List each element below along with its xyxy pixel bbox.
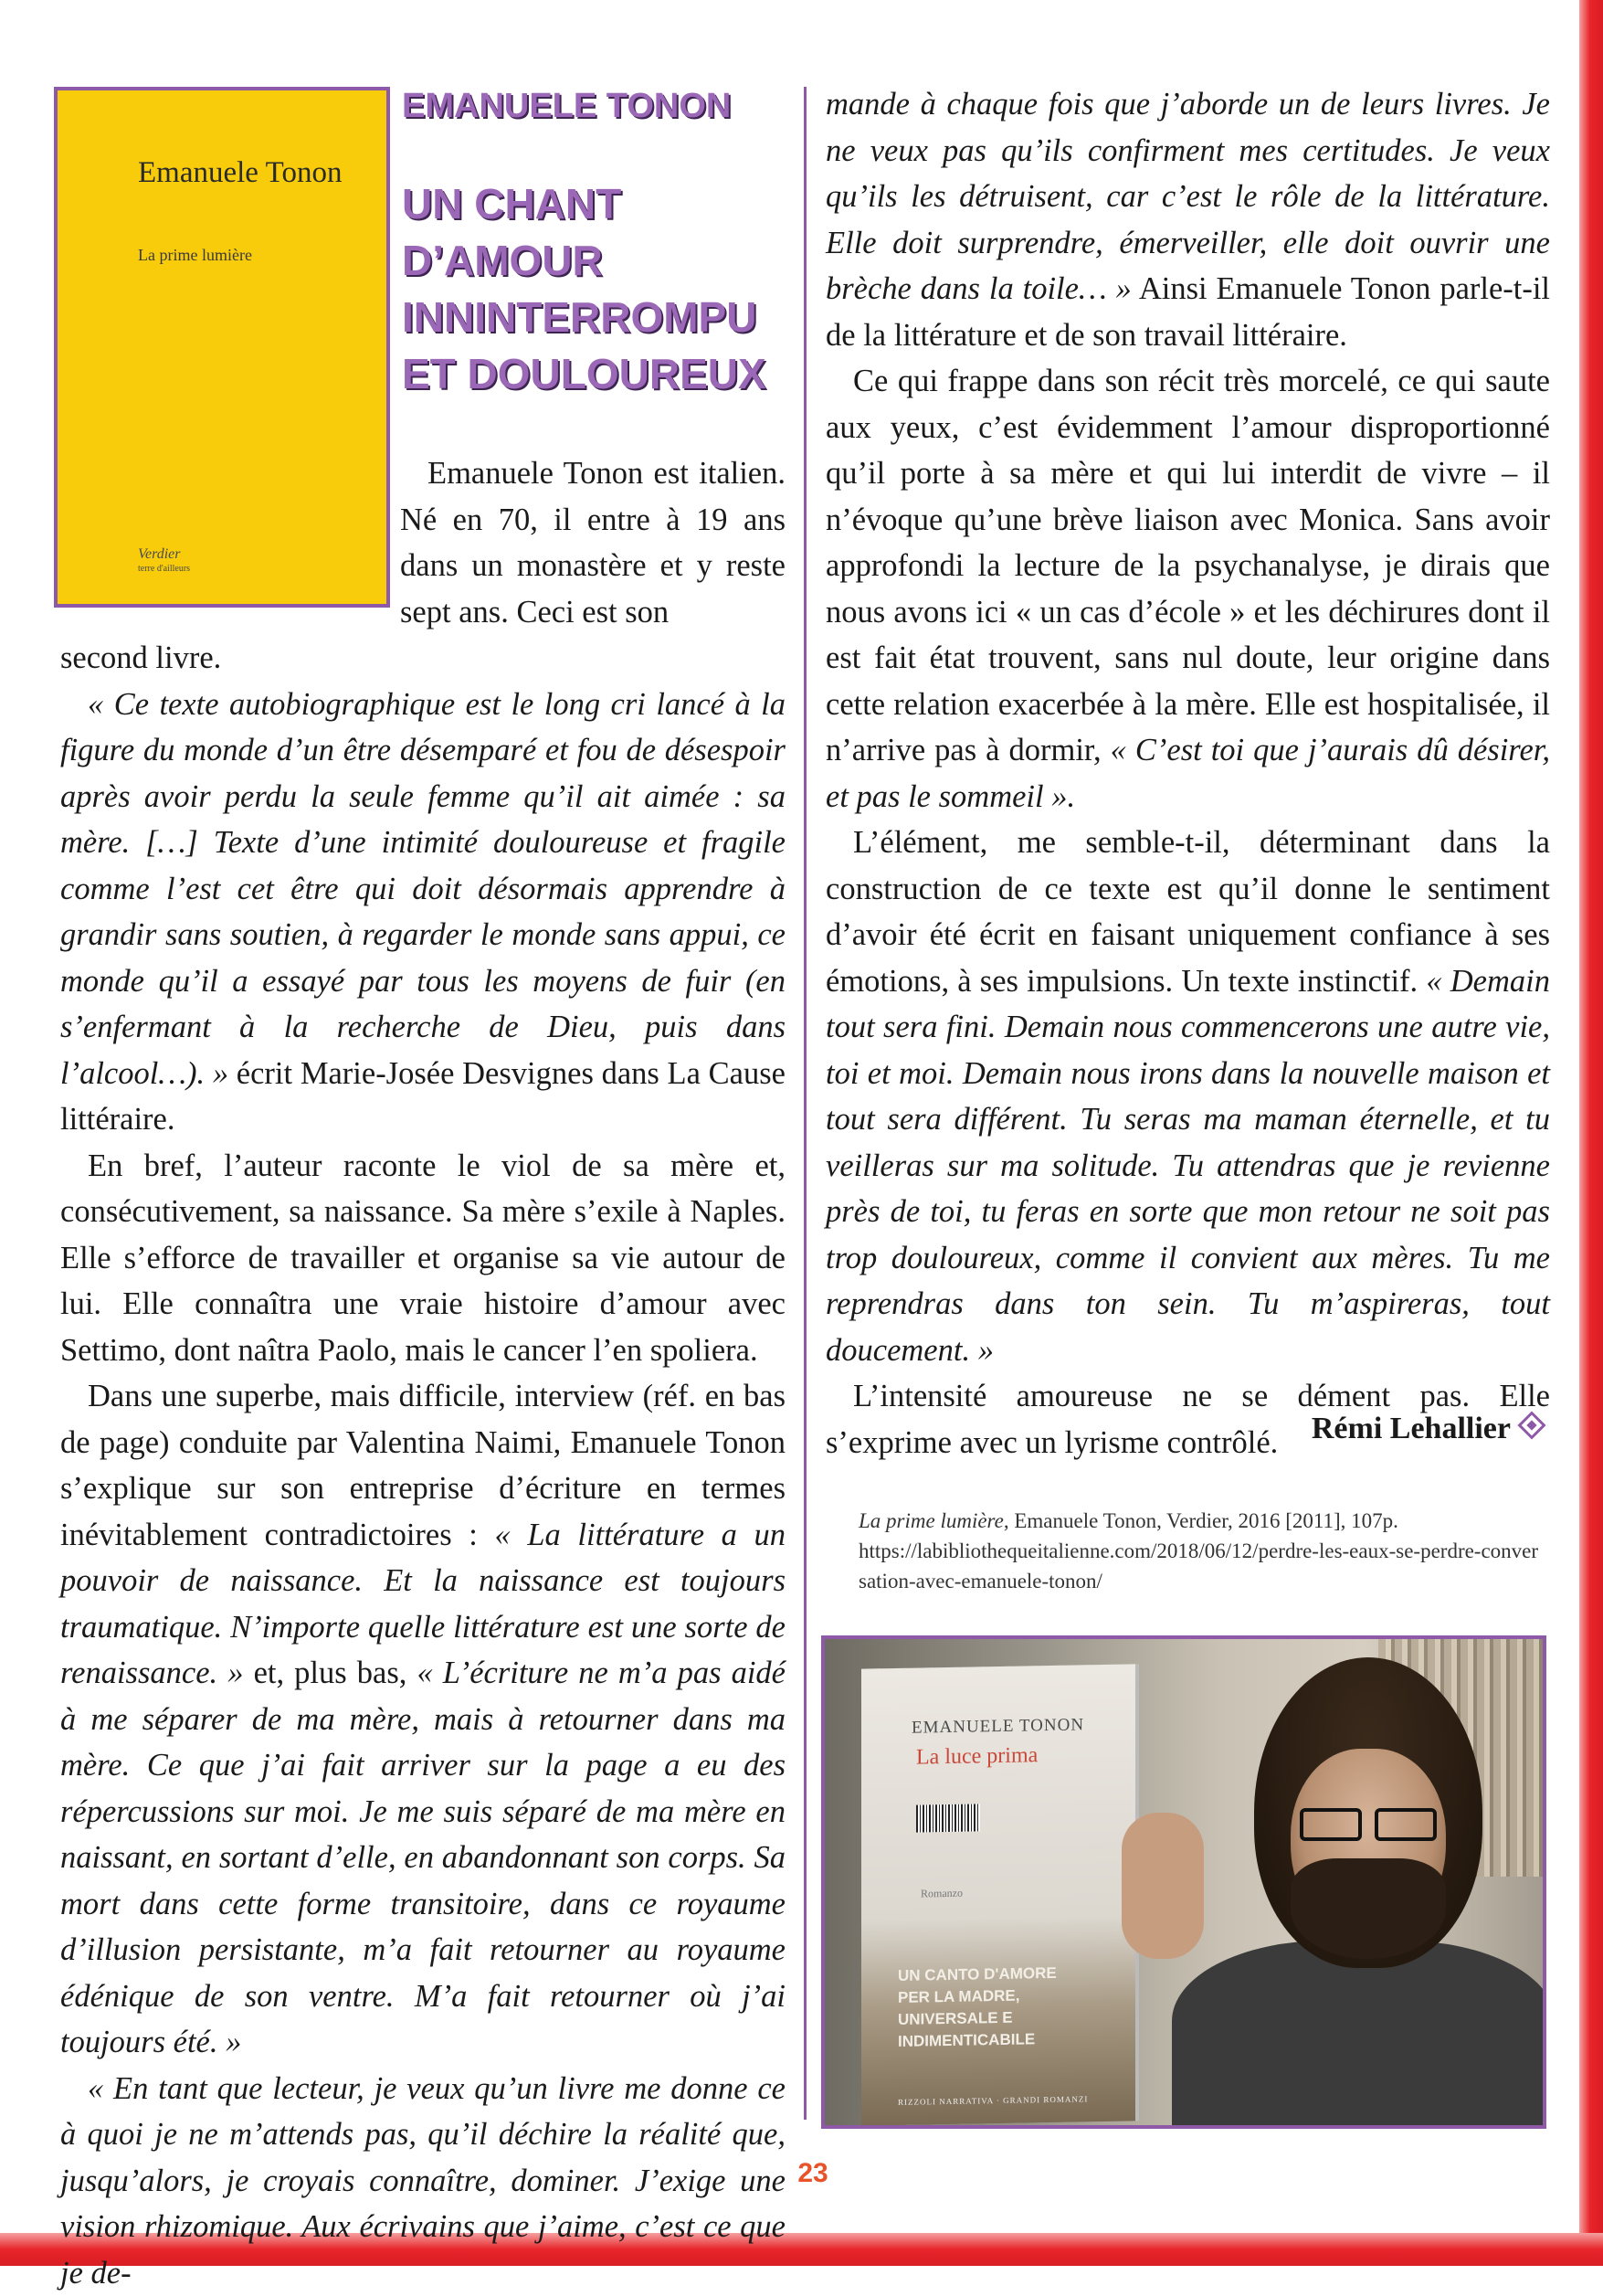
paragraph-reader-quote-cont: mande à chaque fois que j’aborde un de leurs livres. Je ne veux pas qu’ils confirment mes certitudes. Je veux qu’ils les détruisent, car c’est le rôle de la littérature. Elle doit surprendre, émerveiller, elle doit ouvrir une brèche dans la toile… » Ainsi Emanuele Tonon parle-t-il de la littérature et de son travail littéraire. bbox=[826, 81, 1550, 358]
paragraph-reader-quote: « En tant que lecteur, je veux qu’un livre me donne ce à quoi je ne m’attends pas, qu’il déchire la réalité que, jusqu’alors, je croyais connaître, dominer. J’exige une vision rhizomique. Aux écrivains que j’aime, c’est ce que je de- bbox=[60, 2066, 786, 2296]
diamond-ornament-icon bbox=[1517, 1411, 1545, 1439]
quote-demain: « Demain tout sera fini. Demain nous commencerons une autre vie, toi et moi. Demain nous irons dans la nouvelle maison et tout sera différent. Tu seras ma maman éternelle, et tu veilleras sur ma solitude. Tu attendras que je revienne près de toi, tu feras en sorte que mon retour ne soit pas trop douloureux, comme il convient aux mères. Tu me reprendras dans ton sein. Tu m’aspireras, tout doucement. » bbox=[826, 964, 1550, 1368]
photo-book-footer: RIZZOLI NARRATIVA · GRANDI ROMANZI bbox=[898, 2094, 1088, 2107]
signature-name: Rémi Lehallier bbox=[1312, 1412, 1511, 1445]
paragraph-conclusion: L’intensité amoureuse ne se dément pas. Elle s’exprime avec un lyrisme contrôlé. bbox=[826, 1373, 1550, 1465]
book-cover-author: Emanuele Tonon bbox=[138, 154, 357, 191]
page-number: 23 bbox=[776, 2158, 849, 2189]
article-title: UN CHANT D’AMOUR INNINTERROMPU ET DOULOUREUX bbox=[402, 175, 786, 402]
paragraph-summary: En bref, l’auteur raconte le viol de sa mère et, consécutivement, sa naissance. Sa mère s’exile à Naples. Elle s’efforce de travailler et organise sa vie autour de lui. Elle connaîtra une vraie histoire d’amour avec Settimo, dont naîtra Paolo, mais le cancer l’en spoliera. bbox=[60, 1143, 786, 1374]
intro-paragraph-top: Emanuele Tonon est italien. Né en 70, il entre à 19 ans dans un monastère et y reste sept ans. Ceci est son bbox=[400, 450, 786, 635]
barcode-icon bbox=[916, 1804, 980, 1832]
paragraph-quote-desvignes bbox=[60, 682, 786, 1143]
article-author-heading: EMANUELE TONON bbox=[402, 87, 731, 126]
author-photo bbox=[821, 1635, 1546, 2129]
photo-book-title: La luce prima bbox=[916, 1743, 1038, 1770]
photo-book-author: EMANUELE TONON bbox=[912, 1715, 1084, 1738]
caption-book-line: La prime lumière, Emanuele Tonon, Verdier, 2016 [2011], 107p. bbox=[822, 1506, 1544, 1536]
paragraph-interview: Dans une superbe, mais difficile, interview (réf. en bas de page) conduite par Valentina Naimi, Emanuele Tonon s’explique sur son entreprise d’écriture en termes inévitablement contradictoires : « La littérature a un pouvoir de naissance. Et la naissance est toujours traumatique. N’importe quelle littérature est une sorte de renaissance. » et, plus bas, « L’écriture ne m’a pas aidé à me séparer de ma mère, mais à retourner dans ma mère. Ce que j’ai fait arriver sur la page a eu des répercussions sur moi. Je me suis séparé de ma mère en naissant, en sortant d’elle, en abandonnant son corps. Sa mort dans cette forme transitoire, dans ce royaume d’illusion persistante, m’a fait retourner au royaume édénique de son ventre. M’a fait retourner où j’ai toujours été. » bbox=[60, 1373, 786, 2066]
quote-desvignes-source: écrit Marie-Josée Desvignes dans La Cause littéraire. bbox=[60, 1056, 786, 1137]
book-cover-title: La prime lumière bbox=[138, 246, 252, 265]
photo-glasses bbox=[1300, 1808, 1437, 1836]
paragraph-mother-love: Ce qui frappe dans son récit très morcelé, ce qui saute aux yeux, c’est évidemment l’amour disproportionné qu’il porte à sa mère et qui lui interdit de vivre – il n’évoque qu’une brève liaison avec Monica. Sans avoir approfondi la lecture de la psychanalyse, je dirais que nous avons ici « un cas d’école » et les déchirures dont il est fait état trouvent, sans nul doute, leur origine dans cette relation exacerbée à la mère. Elle est hospitalisée, il n’arrive pas à dormir, « C’est toi que j’aurais dû désirer, et pas le sommeil ». bbox=[826, 358, 1550, 820]
book-cover-publisher bbox=[138, 547, 190, 577]
article-signature bbox=[913, 1412, 1542, 1446]
photo-book-blurb: UN CANTO D'AMORE PER LA MADRE, UNIVERSALE E INDIMENTICABILE bbox=[898, 1963, 1071, 2053]
article-right-column bbox=[826, 81, 1550, 1465]
page-border-right bbox=[1579, 0, 1603, 2266]
photo-held-book bbox=[861, 1664, 1135, 2125]
photo-person-beard bbox=[1291, 1858, 1446, 1959]
intro-paragraph-end: second livre. bbox=[60, 635, 786, 682]
book-cover-publisher-name: Verdier bbox=[138, 546, 181, 562]
book-reference-caption bbox=[822, 1506, 1544, 1596]
caption-url: https://labibliothequeitalienne.com/2018/06/12/perdre-les-eaux-se-perdre-conversation-avec-emanuele-tonon/ bbox=[822, 1536, 1544, 1596]
quote-writing-mother: « L’écriture ne m’a pas aidé à me séparer de ma mère, mais à retourner dans ma mère. Ce que j’ai fait arriver sur la page a eu des répercussions sur moi. Je me suis séparé de ma mère en naissant, en sortant d’elle, en abandonnant son corps. Sa mort dans cette forme transitoire, dans ce royaume d’illusion persistante, m’a fait retourner au royaume édénique de son ventre. M’a fait retourner où j’ai toujours été. » bbox=[60, 1656, 786, 2059]
quote-sleep: « C’est toi que j’aurais dû désirer, et pas le sommeil ». bbox=[826, 733, 1550, 814]
photo-hand bbox=[1122, 1813, 1204, 1959]
quote-desvignes: « Ce texte autobiographique est le long cri lancé à la figure du monde d’un être désemparé et fou de désespoir après avoir perdu la seule femme qu’il ait aimée : sa mère. […] Texte d’une intimité douloureuse et fragile comme l’est cet être qui doit désormais apprendre à grandir sans soutien, à regarder le monde sans appui, ce monde qu’il a essayé par tous les moyens de fuir (en s’enfermant à la recherche de Dieu, puis dans l’alcool…). » bbox=[60, 687, 786, 1091]
article-left-column bbox=[60, 635, 786, 2296]
paragraph-construction: L’élément, me semble-t-il, déterminant dans la construction de ce texte est qu’il donne le sentiment d’avoir été écrit en faisant uniquement confiance à ses émotions, à ses impulsions. Un texte instinctif. « Demain tout sera fini. Demain nous commencerons une autre vie, toi et moi. Demain nous irons dans la nouvelle maison et tout sera différent. Tu seras ma maman éternelle, et tu veilleras sur ma solitude. Tu attendras que je revienne près de toi, tu feras en sorte que mon retour ne soit pas trop douloureux, comme il convient aux mères. Tu me reprendras dans ton sein. Tu m’aspireras, tout doucement. » bbox=[826, 820, 1550, 1373]
book-cover-publisher-sub: terre d'ailleurs bbox=[138, 562, 190, 577]
photo-book-series: Romanzo bbox=[921, 1887, 963, 1901]
photo-person-body bbox=[1172, 1941, 1546, 2129]
article-left-intro bbox=[400, 450, 786, 635]
quote-literature-birth: « La littérature a un pouvoir de naissance. Et la naissance est toujours traumatique. N’importe quelle littérature est une sorte de renaissance. » bbox=[60, 1518, 786, 1691]
book-cover-image bbox=[54, 87, 390, 608]
column-divider bbox=[804, 87, 807, 2120]
